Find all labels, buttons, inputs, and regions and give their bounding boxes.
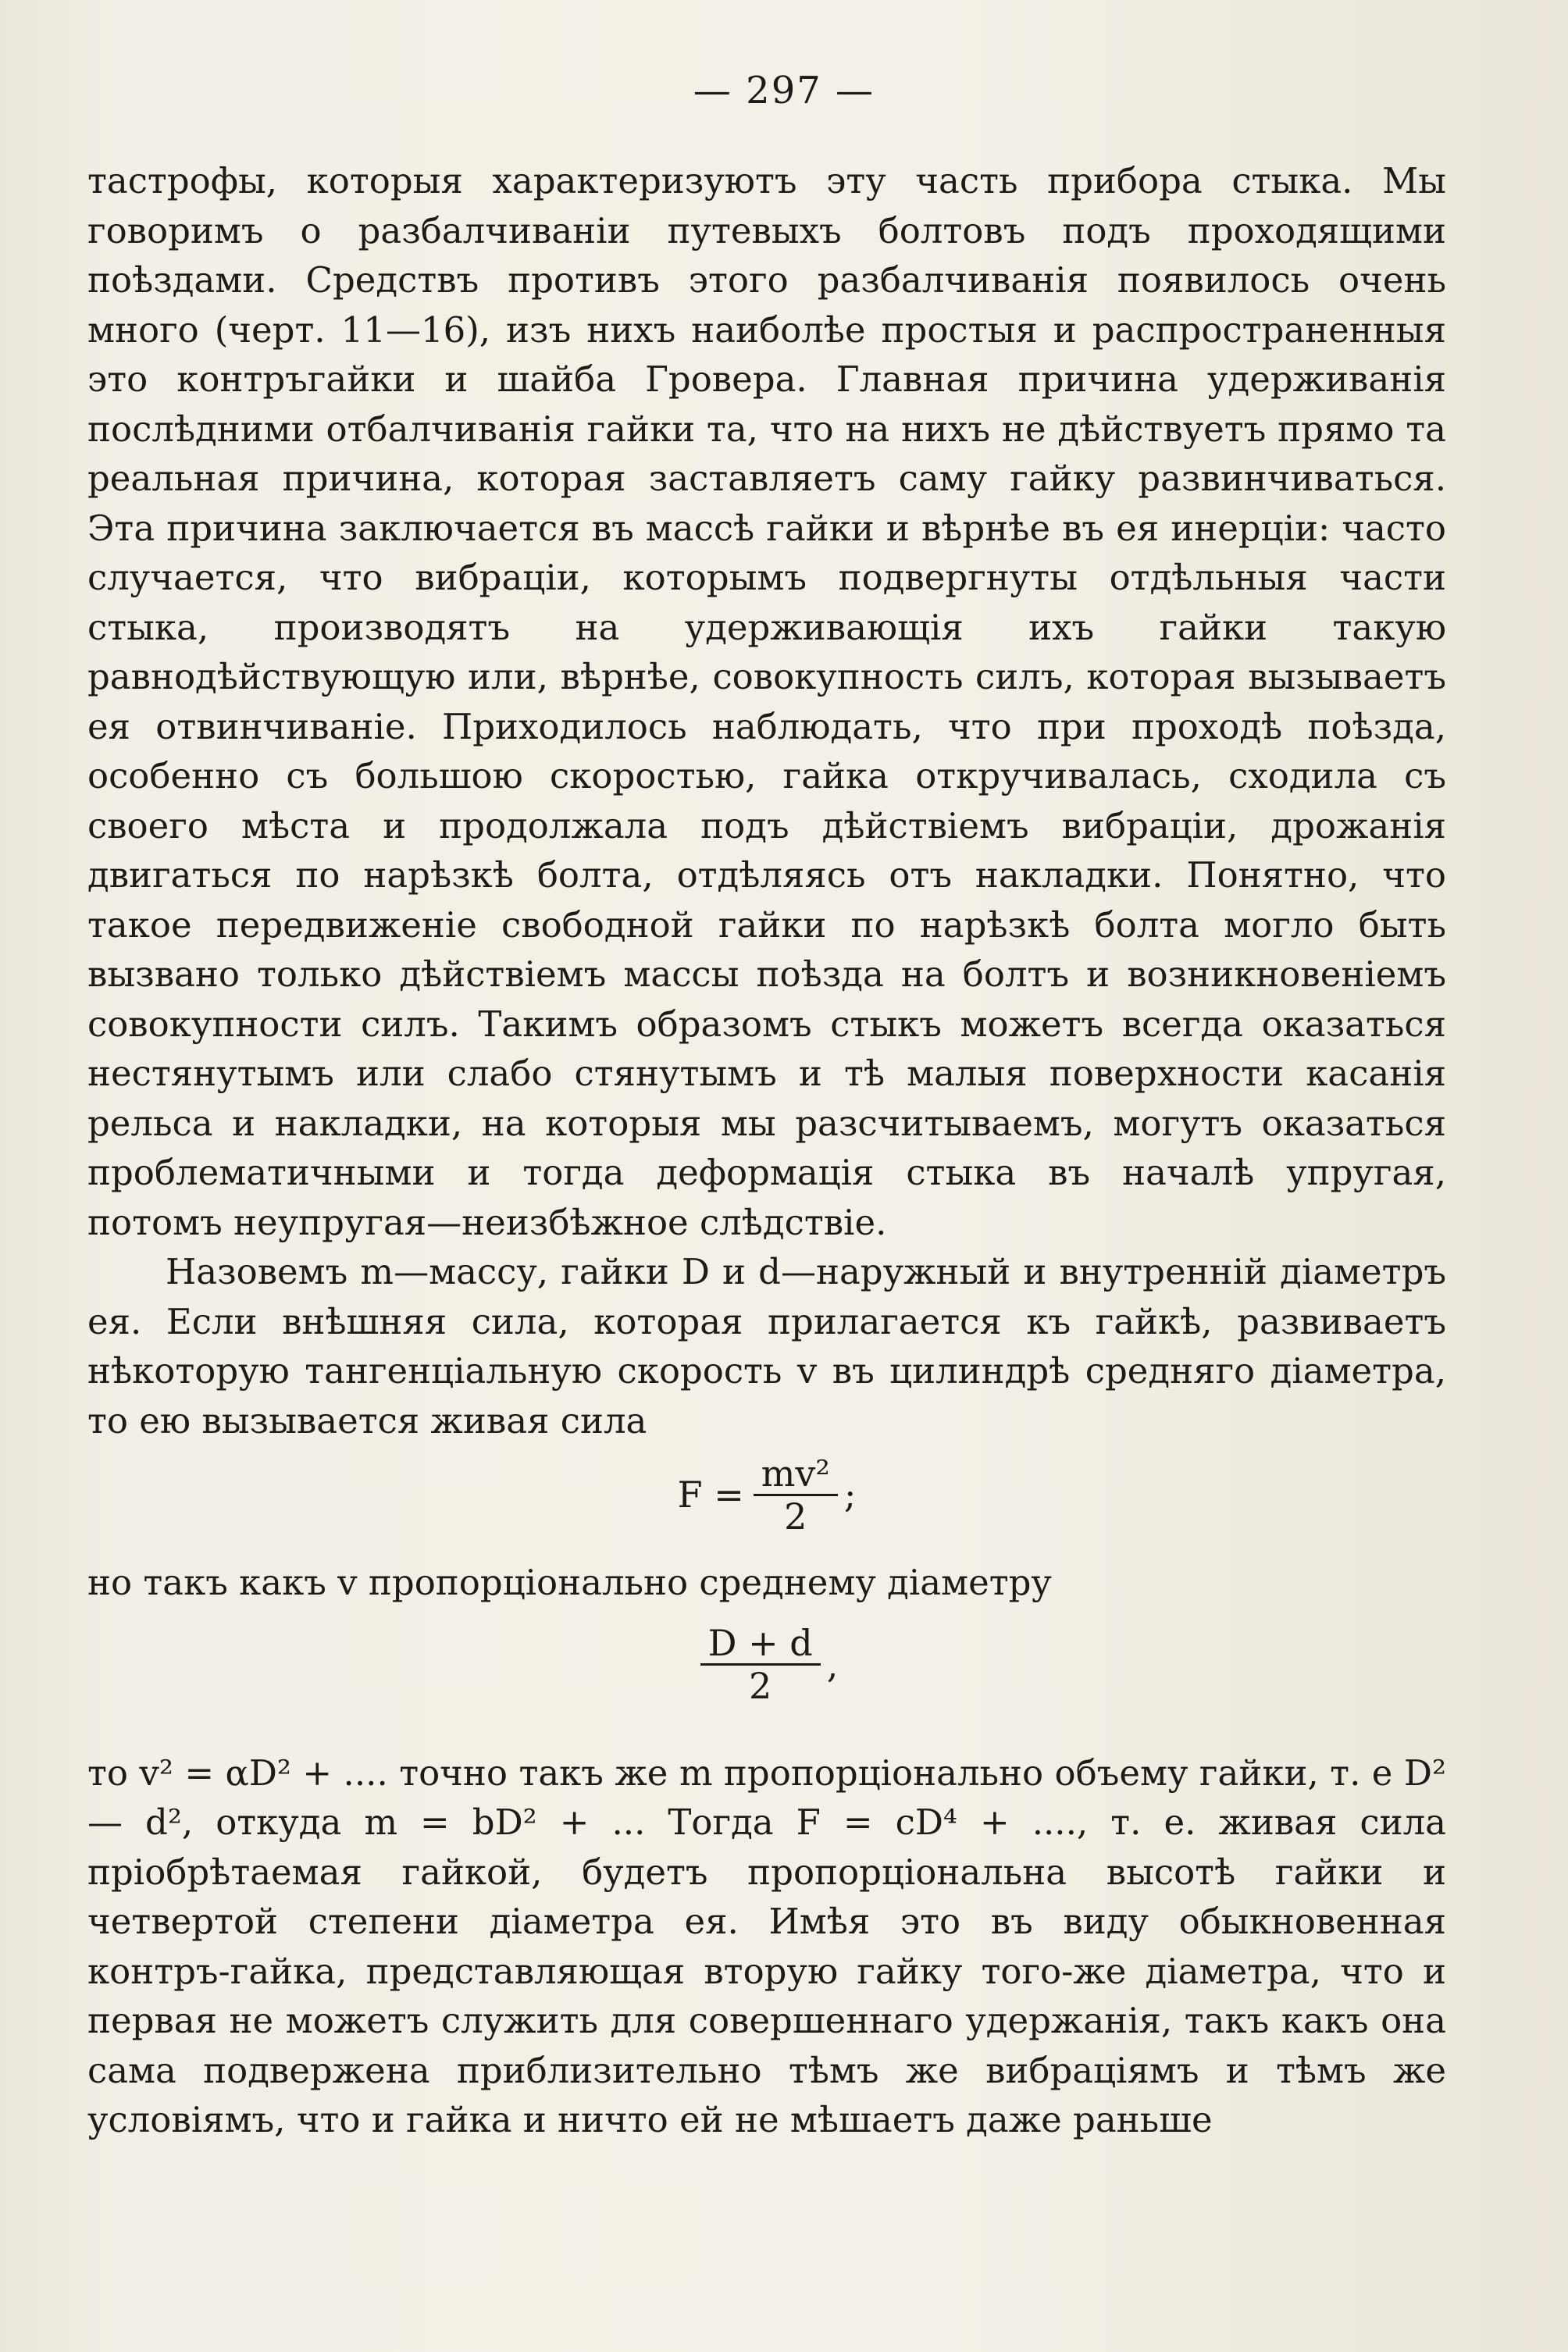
fraction-denominator: 2 xyxy=(784,1495,807,1538)
fraction-numerator: D + d xyxy=(700,1623,821,1666)
formula-punctuation: , xyxy=(826,1643,839,1686)
page-number: — 297 — xyxy=(693,69,875,112)
paragraph-lock-nut: то v² = αD² + .... точно такъ же m пропорціонально объему гайки, т. е D² — d², откуда m = bD² + ... Тогда F = cD⁴ + ...., т. е. живая сила пріобрѣтаемая гайкой, будетъ пропорціональна высотѣ гайки и четвертой степени діаметра ея. Имѣя это въ виду обыкновенная контръ-гайка, представляющая вторую гайку того-же діаметра, что и первая не можетъ служить для совершеннаго удержанія, такъ какъ она сама подвержена приблизительно тѣмъ же вибраціямъ и тѣмъ же условіямъ, что и гайка и ничто ей не мѣшаетъ даже раньше xyxy=(87,1752,1446,2140)
paragraph-mean-diameter: но такъ какъ v пропорціонально среднему діаметру xyxy=(87,1562,1052,1603)
formula-punctuation: ; xyxy=(843,1474,857,1516)
fraction-denominator: 2 xyxy=(749,1665,772,1707)
paragraph-nut-loosening: тастрофы, которыя характеризуютъ эту часть прибора стыка. Мы говоримъ о разбалчиваніи путевыхъ болтовъ подъ проходящими поѣздами. Средствъ противъ этого разбалчиванія появилось очень много (черт. 11—16), изъ нихъ наиболѣе простыя и распространенныя это контръгайки и шайба Гровера. Главная причина удерживанія послѣдними отбалчиванія гайки та, что на нихъ не дѣйствуетъ прямо та реальная причина, которая заставляетъ саму гайку развинчиваться. Эта причина заключается въ массѣ гайки и вѣрнѣе въ ея инерціи: часто случается, что вибраціи, которымъ подвергнуты отдѣльныя части стыка, производятъ на удерживающія ихъ гайки такую равнодѣйствующую или, вѣрнѣе, совокупность силъ, которая вызываетъ ея отвинчиваніе. Приходилось наблюдать, что при проходѣ поѣзда, особенно съ большою скоростью, гайка откручивалась, сходила съ своего мѣста и продолжала подъ дѣйствіемъ вибраціи, дрожанія двигаться по нарѣзкѣ болта, отдѣляясь отъ накладки. Понятно, что такое передвиженіе свободной гайки по нарѣзкѣ болта могло быть вызвано только дѣйствіемъ массы поѣзда на болтъ и возникновеніемъ совокупности силъ. Такимъ образомъ стыкъ можетъ всегда оказаться нестянутымъ или слабо стянутымъ и тѣ малыя поверхности касанія рельса и накладки, на которыя мы разсчитываемъ, могутъ оказаться проблематичными и тогда деформація стыка въ началѣ упругая, потомъ неупругая—неизбѣжное слѣдствіе. xyxy=(87,160,1446,1243)
text-column xyxy=(87,156,1446,2145)
fraction-numerator: mv² xyxy=(754,1453,838,1496)
fraction-d-plus-d-over-2 xyxy=(700,1623,821,1706)
formula-kinetic-energy xyxy=(87,1449,1446,1541)
fraction-mv2-over-2 xyxy=(754,1453,838,1537)
formula-lhs: F = xyxy=(677,1474,744,1516)
paragraph-mass-definition: Назовемъ m—массу, гайки D и d—наружный и внутренній діаметръ ея. Если внѣшняя сила, которая прилагается къ гайкѣ, развиваетъ нѣкоторую тангенціальную скорость v въ цилиндрѣ средняго діаметра, то ею вызывается живая сила xyxy=(87,1251,1446,1441)
formula-mean-diameter xyxy=(87,1619,1446,1711)
